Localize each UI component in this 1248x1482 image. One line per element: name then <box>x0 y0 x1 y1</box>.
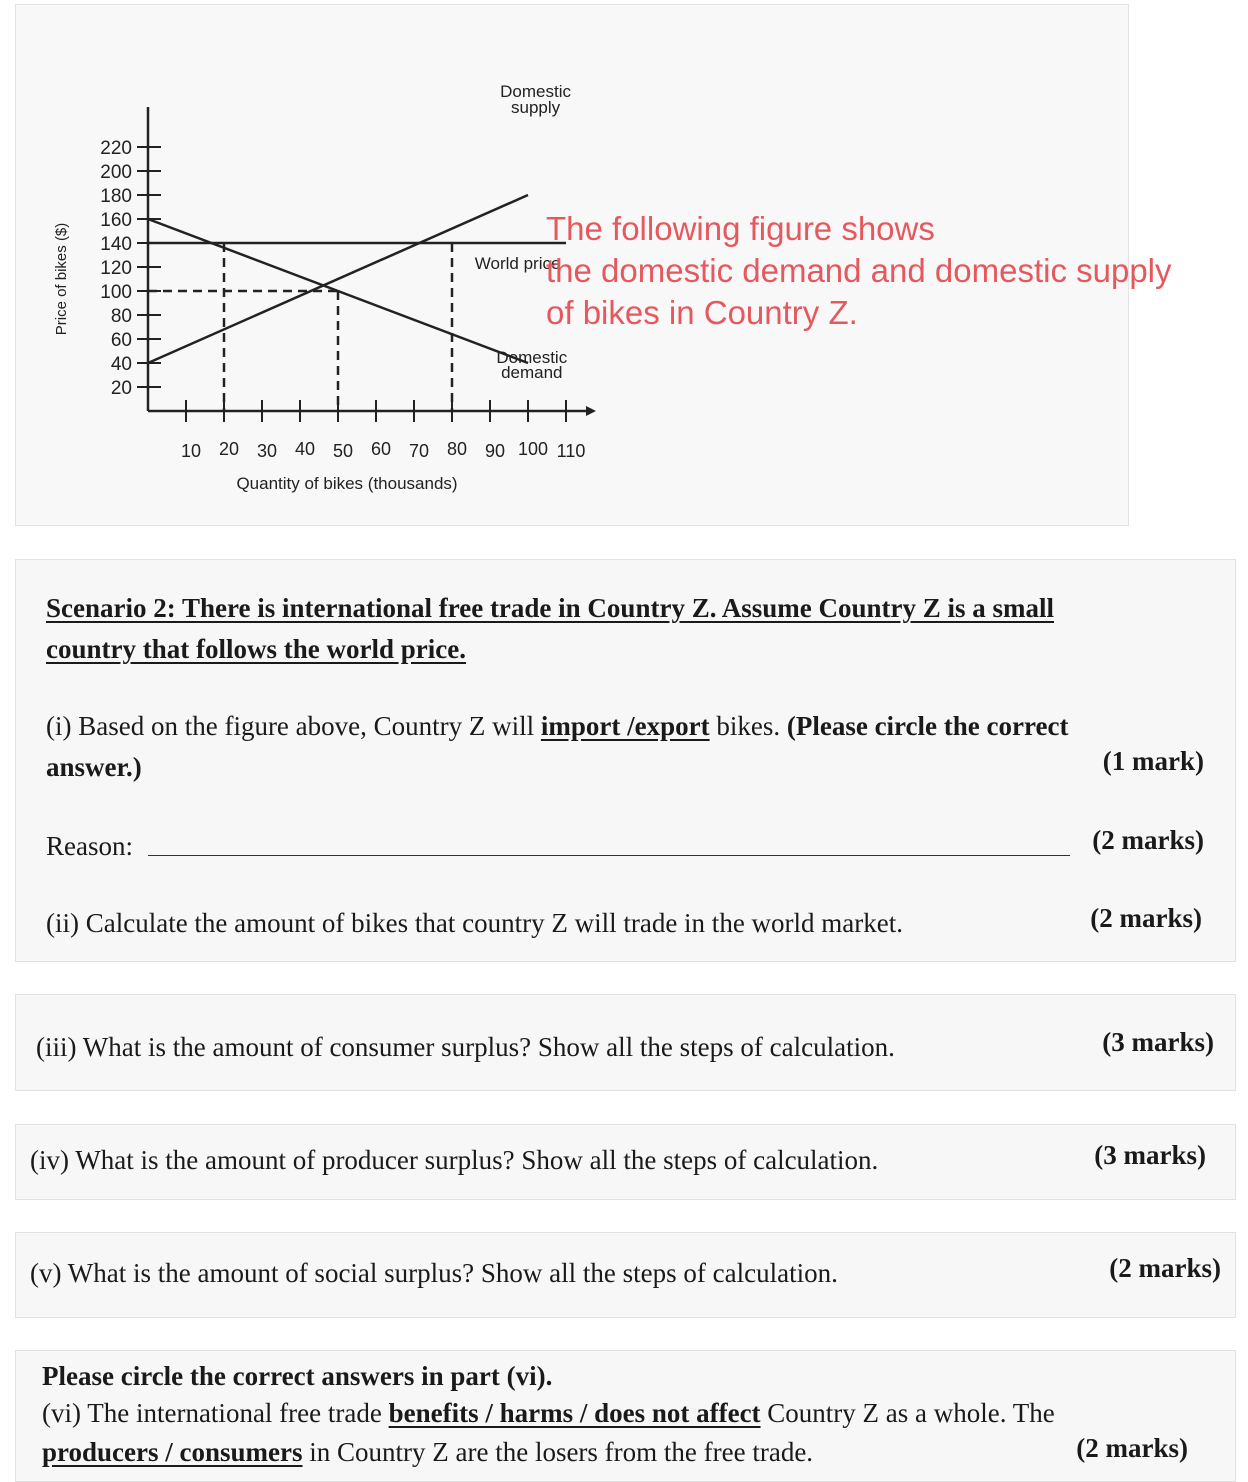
y-tick-label-60: 60 <box>110 330 132 351</box>
world-price-label: World price <box>474 254 561 273</box>
scenario-line-2: country that follows the world price. <box>46 634 466 664</box>
question-i-marks: (1 mark) <box>1102 746 1204 776</box>
question-vi-line-1 <box>42 1393 1055 1433</box>
import-export-options[interactable]: import /export <box>540 711 710 741</box>
x-tick-label-30: 30 <box>256 441 278 461</box>
x-tick-label-90: 90 <box>484 441 506 461</box>
y-tick-label-200: 200 <box>100 162 132 183</box>
x-tick-label-80: 80 <box>446 439 468 459</box>
y-tick-label-180: 180 <box>100 186 132 207</box>
x-tick-label-50: 50 <box>332 441 354 461</box>
question-iii-marks: (3 marks) <box>1102 1027 1214 1057</box>
figure-note-line-3: of bikes in Country Z. <box>546 294 858 331</box>
domestic-demand-label-1: Domestic <box>496 348 568 367</box>
x-tick-label-20: 20 <box>218 439 240 459</box>
reason-marks: (2 marks) <box>1092 825 1204 855</box>
y-tick-label-100: 100 <box>100 282 132 303</box>
y-tick-label-140: 140 <box>100 234 132 255</box>
question-vi-suffix: Country Z as a whole. The <box>760 1398 1055 1428</box>
question-i-instruction: (Please circle the correct <box>786 711 1069 741</box>
question-iv: (iv) What is the amount of producer surplus? Show all the steps of calculation. <box>30 1145 879 1175</box>
figure-note-line-2: the domestic demand and domestic supply <box>546 252 1172 289</box>
y-tick-label-120: 120 <box>100 258 132 279</box>
producer-consumer-options[interactable]: producers / consumers <box>42 1437 303 1467</box>
figure-note-line-1: The following figure shows <box>546 210 935 247</box>
domestic-demand-label-2: demand <box>501 363 563 382</box>
question-v: (v) What is the amount of social surplus? Show all the steps of calculation. <box>30 1258 838 1288</box>
question-vi-marks: (2 marks) <box>1076 1433 1188 1463</box>
reason-answer-line[interactable] <box>148 855 1070 856</box>
question-v-marks: (2 marks) <box>1109 1253 1221 1283</box>
x-axis-title: Quantity of bikes (thousands) <box>236 474 458 493</box>
y-tick-label-160: 160 <box>100 210 132 231</box>
question-vi-prefix: (vi) The international free trade <box>42 1398 389 1428</box>
x-tick-label-70: 70 <box>408 441 430 461</box>
question-i-line-2: answer.) <box>46 752 142 782</box>
question-i <box>46 706 1068 746</box>
domestic-supply-label-1: Domestic <box>500 82 572 101</box>
scenario-line-1: Scenario 2: There is international free trade in Country Z. Assume Country Z is a small <box>46 593 1054 623</box>
x-tick-label-100: 100 <box>517 439 549 459</box>
reason-label: Reason: <box>46 831 133 861</box>
domestic-supply-label-2: supply <box>511 98 561 117</box>
figure-note <box>546 208 1172 334</box>
question-i-middle: bikes. <box>709 711 787 741</box>
question-i-prefix: (i) Based on the figure above, Country Z will <box>46 711 541 741</box>
y-tick-label-80: 80 <box>110 306 132 327</box>
x-tick-label-60: 60 <box>370 439 392 459</box>
question-vi-heading: Please circle the correct answers in part (vi). <box>42 1361 553 1391</box>
y-tick-label-40: 40 <box>110 354 132 375</box>
question-iv-marks: (3 marks) <box>1094 1140 1206 1170</box>
question-ii-marks: (2 marks) <box>1090 903 1202 933</box>
question-ii: (ii) Calculate the amount of bikes that country Z will trade in the world market. <box>46 908 903 938</box>
x-axis-arrow <box>586 406 596 416</box>
x-tick-label-110: 110 <box>556 441 586 461</box>
question-vi-line-2 <box>42 1432 813 1472</box>
question-vi-line-2-text: in Country Z are the losers from the free trade. <box>302 1437 814 1467</box>
y-axis-title: Price of bikes ($) <box>53 222 70 336</box>
y-tick-label-20: 20 <box>110 378 132 399</box>
question-iii: (iii) What is the amount of consumer surplus? Show all the steps of calculation. <box>36 1032 895 1062</box>
x-tick-label-10: 10 <box>180 441 202 461</box>
benefit-harm-options[interactable]: benefits / harms / does not affect <box>388 1398 761 1428</box>
y-tick-label-220: 220 <box>100 138 132 159</box>
x-tick-label-40: 40 <box>294 439 316 459</box>
